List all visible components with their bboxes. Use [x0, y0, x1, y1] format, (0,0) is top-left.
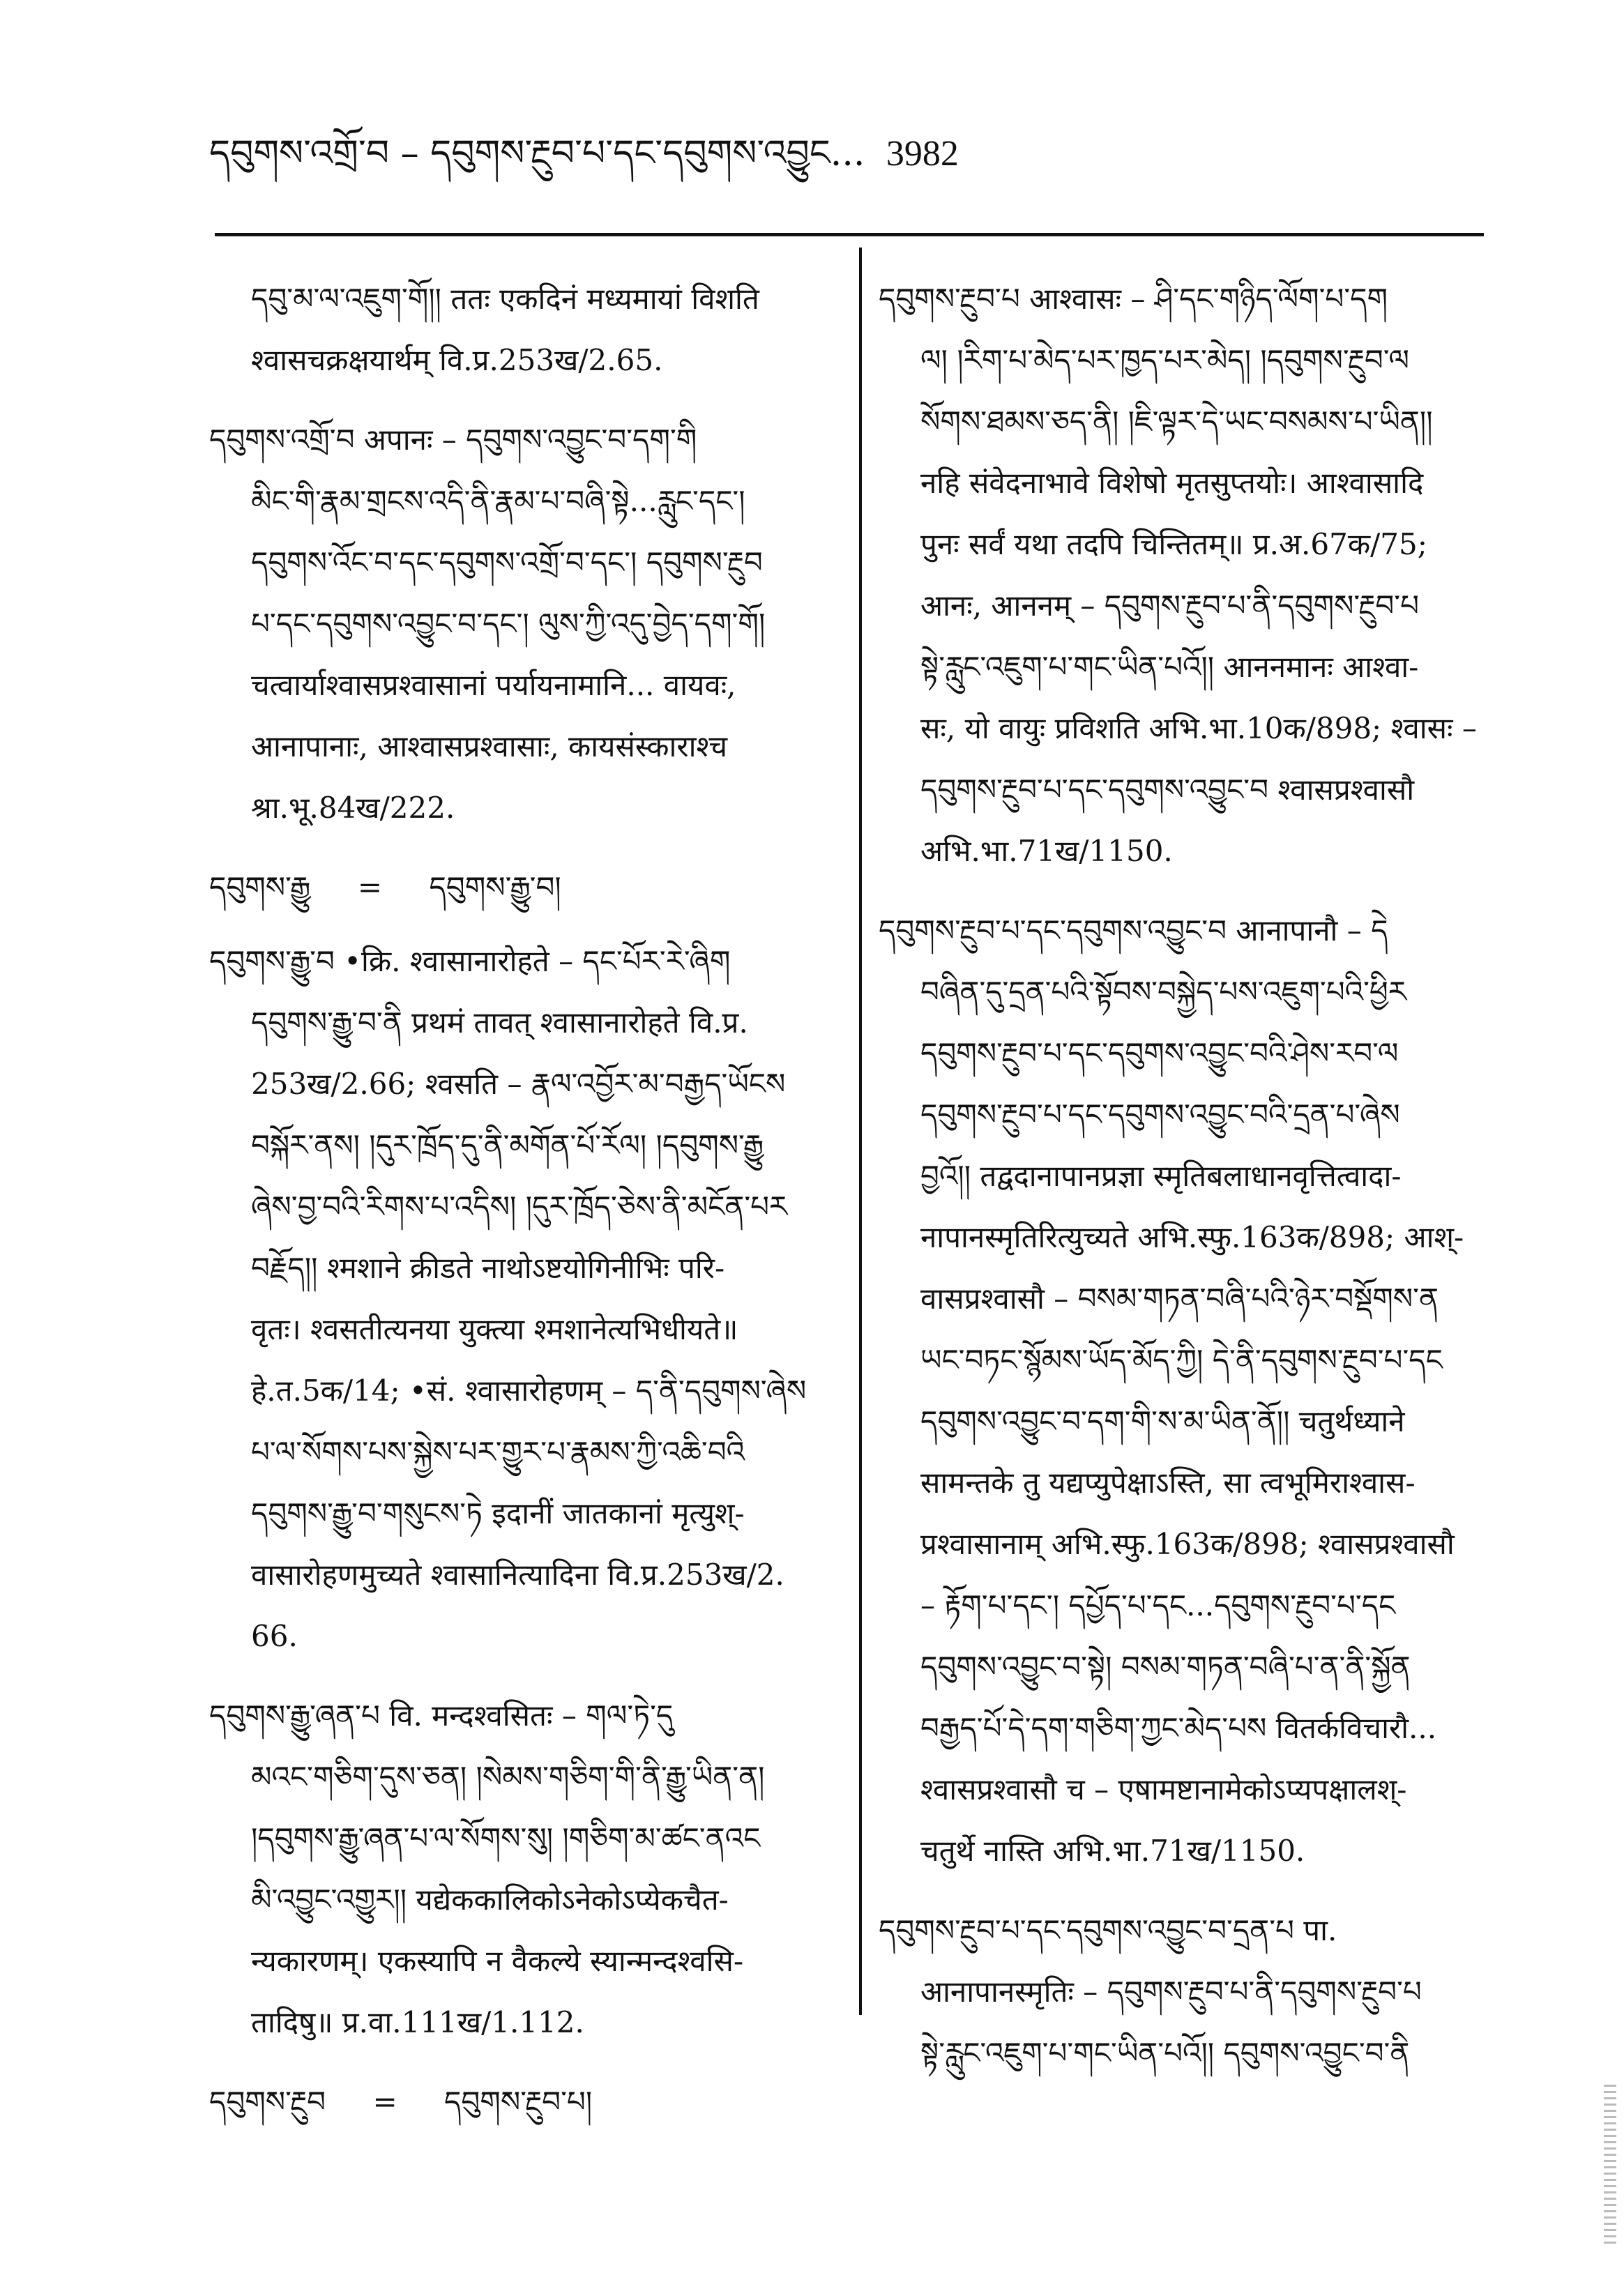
dictionary-entry: [209, 268, 837, 391]
entry-text-line: नहि संवेदनाभावे विशेषो मृतसुप्तयोः। आश्वासादि: [920, 466, 1424, 500]
entry-headword-line: དབུ་མ་ལ་འཇུག་གོ།། ततः एकदिनं मध्यमायां विशति: [251, 282, 759, 316]
header-rule: [215, 233, 1484, 236]
entry-text-line: न्यकारणम्। एकस्यापि न वैकल्ये स्यान्मन्दश्वसि-: [251, 1944, 744, 1978]
entry-text-line: དབུགས་རྒྱུ་བ་ནི प्रथमं तावत् श्वासानारोहते वि.प्र.: [251, 1005, 748, 1040]
entry-text-line: श्वासप्रश्वासौ च – एषामष्टानामेकोऽप्यपक्षालश्-: [920, 1772, 1407, 1806]
cross-reference: [209, 857, 837, 918]
dictionary-entry: [879, 1900, 1492, 2084]
entry-text-line: མིང་གི་རྣམ་གྲངས་འདི་ནི་རྣམ་པ་བཞི་སྟེ...རླུང་དང་།: [251, 484, 745, 518]
entry-text-line: अभि.भा.71ख/1150.: [920, 834, 1173, 868]
entry-text-line: – རྟོག་པ་དང་། དཔྱོད་པ་དང...དབུགས་རྔུབ་པ་དང: [920, 1588, 1396, 1622]
right-column: [879, 268, 1492, 2102]
entry-text-line: आनापानस्मृतिः – དབུགས་རྔུབ་པ་ནི་དབུགས་རྔུབ་པ: [920, 1975, 1422, 2009]
entry-text-line: पुनः सर्वं यथा तदपि चिन्तितम्॥ प्र.अ.67क/75;: [920, 527, 1427, 561]
cross-reference-head: དབུགས་རྒྱུ: [209, 870, 311, 904]
cross-reference-head: དབུགས་རྔུབ: [209, 2085, 326, 2119]
entry-text-line: དབུགས་རྒྱུ་བ་གསུངས་ཏེ इदानीं जातकानां मृत्युश्-: [251, 1496, 745, 1530]
entry-text-line: हे.त.5क/14; •सं. श्वासारोहणम् – ད་ནི་དབུགས་ཞེས: [251, 1374, 807, 1408]
entry-text-line: བྱའོ།། तद्वदानापानप्रज्ञा स्मृतिबलाधानवृत्तित्वादा-: [920, 1159, 1402, 1193]
entry-text-line: तादिषु॥ प्र.वा.111ख/1.112.: [251, 2005, 584, 2039]
entry-text-line: 253ख/2.66; श्वसति – རྣལ་འབྱོར་མ་བརྒྱད་ཡོངས: [251, 1067, 786, 1101]
entry-text-line: དབུགས་རྔུབ་པ་དང་དབུགས་འབྱུང་བའི་ཤེས་རབ་ལ: [920, 1036, 1399, 1070]
entry-text-line: པ་དང་དབུགས་འབྱུང་བ་དང་། ལུས་ཀྱི་འདུ་བྱེད་དག་གོ།: [251, 607, 766, 641]
entry-text-line: नापानस्मृतिरित्युच्यते अभि.स्फु.163क/898; आश्-: [920, 1220, 1464, 1254]
entry-text-line: वासप्रश्वासौ – བསམ་གཏན་བཞི་པའི་ཉེར་བསྡོགས་ན: [920, 1281, 1439, 1316]
entry-text-line: ལ། །རིག་པ་མེད་པར་ཁྱད་པར་མེད། །དབུགས་རྔུབ་ལ: [920, 343, 1409, 377]
entry-text-line: བརྒྱད་པོ་དེ་དག་གཅིག་ཀྱང་མེད་པས वितर्कविचारौ...: [920, 1711, 1437, 1745]
dictionary-entry: [209, 1685, 837, 2053]
entry-text-line: ཞེས་བྱ་བའི་རིགས་པ་འདིས། །དུར་ཁྲོད་ཅེས་ནི་མངོན་པར: [251, 1189, 788, 1224]
entry-text-line: श्रा.भू.84ख/222.: [251, 791, 455, 825]
entry-text-line: ཡང་བཏང་སྙོམས་ཡོད་མོད་ཀྱི། དེ་ནི་དབུགས་རྔུབ་པ་དང: [920, 1343, 1443, 1377]
entry-headword-line: དབུགས་རྒྱུ་བ •क्रि. श्वासानारोहते – དང་པོར་རེ་ཞིག: [209, 944, 731, 978]
cross-reference-equals: =: [357, 870, 383, 904]
cross-reference: [209, 2071, 837, 2133]
cross-reference-equals: =: [372, 2085, 397, 2119]
dictionary-entry: [879, 268, 1492, 882]
cross-reference-target: དབུགས་རྒྱུ་བ།: [429, 870, 561, 904]
entry-text-line: བརྗོད།། श्मशाने क्रीडते नाथोऽष्टयोगिनीभिः परि-: [251, 1251, 725, 1285]
entry-text-line: སོགས་ཐམས་ཅད་ནི། །ཇི་ལྟར་དེ་ཡང་བསམས་པ་ཡིན།།: [920, 404, 1433, 439]
entry-text-line: བཞིན་དུ་དྲན་པའི་སྟོབས་བསྐྱེད་པས་འཇུག་པའི་ཕྱིར: [920, 975, 1406, 1009]
entry-text-line: དབུགས་འོང་བ་དང་དབུགས་འགྲོ་བ་དང་། དབུགས་རྔུབ: [251, 545, 763, 579]
entry-text-line: सामन्तके तु यद्यप्युपेक्षाऽस्ति, सा त्वभूमिराश्वास-: [920, 1466, 1416, 1500]
cross-reference-target: དབུགས་རྔུབ་པ།: [444, 2085, 593, 2119]
entry-headword-line: དབུགས་རྔུབ་པ་དང་དབུགས་འབྱུང་བ आनापानौ – དེ: [879, 913, 1388, 948]
column-divider: [859, 248, 862, 2015]
entry-text-line: 66.: [251, 1619, 298, 1653]
entry-text-line: དབུགས་འབྱུང་བ་སྟེ། བསམ་གཏན་བཞི་པ་ན་ནི་སྐྱོན: [920, 1650, 1411, 1684]
entry-text-line: །དབུགས་རྒྱུ་ཞན་པ་ལ་སོགས་སུ། །གཅིག་མ་ཚང་ནའང: [251, 1821, 761, 1855]
entry-text-line: མའང་གཅིག་དུས་ཅན། །སེམས་གཅིག་གི་ནི་རྒྱུ་ཡིན་ན།: [251, 1760, 765, 1794]
entry-text-line: མི་འབྱུང་འགྱུར།། यद्येककालिकोऽनेकोऽप्येकचैत-: [251, 1882, 729, 1917]
entry-text-line: དབུགས་རྔུབ་པ་དང་དབུགས་འབྱུང་བའི་དྲན་པ་ཞེས: [920, 1097, 1400, 1132]
dictionary-entry: [879, 900, 1492, 1882]
entry-text-line: आनापानाः, आश्वासप्रश्वासाः, कायसंस्काराश्च: [251, 729, 727, 763]
entry-headword-line: དབུགས་རྔུབ་པ་དང་དབུགས་འབྱུང་བ་དྲན་པ पा.: [879, 1913, 1337, 1947]
entry-headword-line: དབུགས་རྔུབ་པ आश्वासः – ཤི་དང་གཉིད་ལོག་པ་དག: [879, 282, 1388, 316]
entry-headword-line: དབུགས་རྒྱུ་ཞན་པ वि. मन्दश्वसितः – གལ་ཏེ་དུ: [209, 1698, 674, 1733]
entry-text-line: चत्वार्याश्वासप्रश्वासानां पर्यायनामानि... वायवः,: [251, 668, 736, 702]
left-column: [209, 268, 837, 2145]
entry-text-line: སྟེ་རླུང་འཇུག་པ་གང་ཡིན་པའོ།། དབུགས་འབྱུང་བ་ནི: [920, 2036, 1410, 2070]
entry-text-line: བསྐོར་ནས། །དུར་ཁྲོད་དུ་ནི་མགོན་པོ་རོལ། །དབུགས་རྒྱུ: [251, 1128, 764, 1162]
entry-text-line: सः, यो वायुः प्रविशति अभि.भा.10क/898; श्वासः –: [920, 711, 1477, 745]
entry-text-line: དབུགས་འབྱུང་བ་དག་གི་ས་མ་ཡིན་ནོ།། चतुर्थध्याने: [920, 1404, 1405, 1438]
entry-headword-line: དབུགས་འགྲོ་བ अपानः – དབུགས་འབྱུང་བ་དག་གི: [209, 423, 697, 457]
dictionary-entry: [209, 409, 837, 839]
entry-text-line: སྟེ་རླུང་འཇུག་པ་གང་ཡིན་པའོ།། आननमानः आश्वा-: [920, 650, 1419, 684]
entry-text-line: པ་ལ་སོགས་པས་སྐྱེས་པར་གྱུར་པ་རྣམས་ཀྱི་འཆི་བའི: [251, 1435, 745, 1469]
entry-text-line: आनः, आननम् – དབུགས་རྔུབ་པ་ནི་དབུགས་རྔུབ་པ: [920, 588, 1419, 623]
entry-text-line: དབུགས་རྔུབ་པ་དང་དབུགས་འབྱུང་བ श्वासप्रश्वासौ: [920, 773, 1415, 807]
entry-text-line: वासारोहणमुच्यते श्वासानित्यादिना वि.प्र.253ख/2.: [251, 1558, 784, 1592]
dictionary-entry: [209, 931, 837, 1667]
running-head-title: དབུགས་འགྲོ་བ – དབུགས་རྔུབ་པ་དང་དབུགས་འབྱུང...: [209, 132, 865, 174]
entry-text-line: प्रश्वासानाम् अभि.स्फु.163क/898; श्वासप्रश्वासौ: [920, 1527, 1455, 1561]
entry-text-line: चतुर्थे नास्ति अभि.भा.71ख/1150.: [920, 1834, 1305, 1868]
page-number: 3982: [886, 134, 959, 174]
running-head: [209, 125, 1499, 182]
entry-text-line: श्वासचक्रक्षयार्थम् वि.प्र.253ख/2.65.: [251, 343, 663, 377]
scan-edge-mark: [1604, 2085, 1616, 2245]
entry-text-line: वृतः। श्वसतीत्यनया युक्त्या श्मशानेत्यभिधीयते॥: [251, 1312, 738, 1346]
